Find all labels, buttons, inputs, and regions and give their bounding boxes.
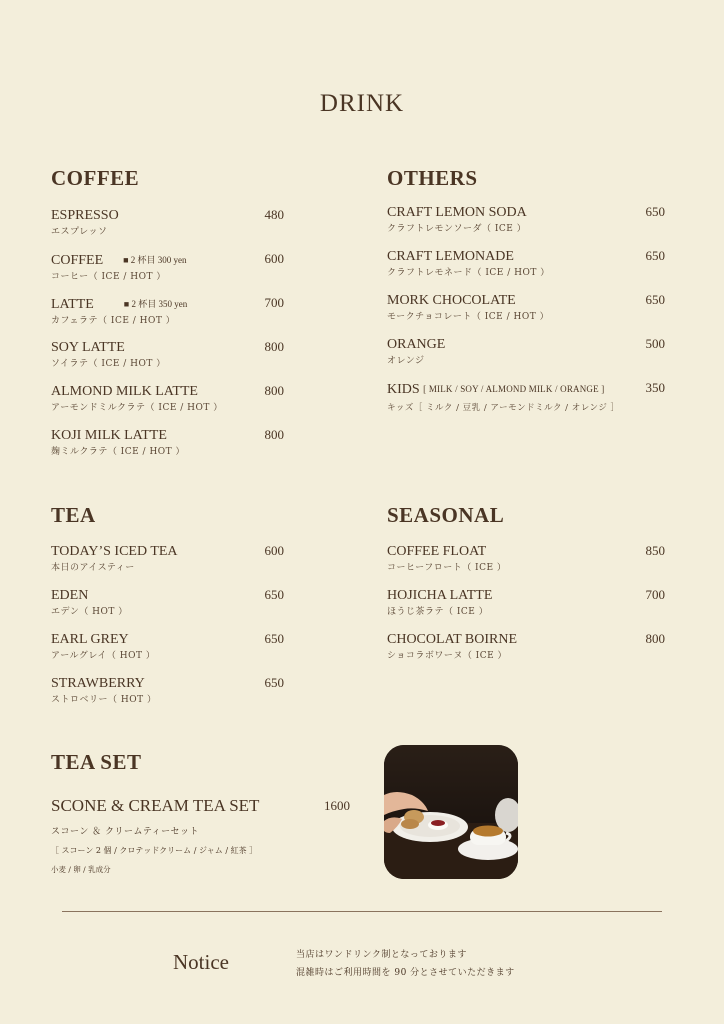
item-price: 600 [264,251,284,266]
refill-note: ■ 2 杯目 350 yen [123,299,188,309]
item-name: STRAWBERRY [51,676,145,691]
item-sub: 麹ミルクラテ（ ICE / HOT ） [51,447,186,457]
item-name: CRAFT LEMON SODA [387,205,527,220]
menu-item [387,336,665,380]
teaset-item [51,796,351,875]
item-name: TODAY’S ICED TEA [51,544,178,559]
section-title: OTHERS [387,166,478,190]
item-price: 800 [264,427,284,442]
item-sub: コーヒー（ ICE / HOT ） [51,272,166,282]
item-sub: エスプレッソ [51,227,108,237]
item-name: CRAFT LEMONADE [387,249,514,264]
menu-item [51,587,284,631]
menu-item [51,207,284,251]
item-name: SOY LATTE [51,340,125,355]
notice-line: 混雑時はご利用時間を 90 分とさせていただきます [296,968,515,978]
item-price: 850 [645,543,665,558]
item-name: HOJICHA LATTE [387,588,493,603]
item-sub: ショコラボワーヌ（ ICE ） [387,651,508,661]
item-sub: ほうじ茶ラテ（ ICE ） [387,607,489,617]
item-price: 800 [264,383,284,398]
item-price: 500 [645,336,665,351]
item-sub: モークチョコレート（ ICE / HOT ） [387,312,550,322]
item-name: LATTE [51,297,94,312]
kids-options: [ MILK / SOY / ALMOND MILK / ORANGE ] [423,384,605,394]
item-name: EARL GREY [51,632,129,647]
item-price: 650 [645,248,665,263]
menu-item [51,339,284,383]
item-name: CHOCOLAT BOIRNE [387,632,518,647]
menu-item [51,251,284,295]
item-sub: エデン（ HOT ） [51,607,128,617]
item-price: 1600 [324,798,350,813]
item-name: KOJI MILK LATTE [51,428,167,443]
item-sub: キッズ［ ミルク / 豆乳 / アーモンドミルク / オレンジ ］ [387,403,620,413]
item-name: MORK CHOCOLATE [387,293,516,308]
item-sub: カフェラテ（ ICE / HOT ） [51,316,176,326]
item-price: 650 [264,631,284,646]
item-price: 350 [645,380,665,395]
item-sub: コーヒーフロート（ ICE ） [387,563,507,573]
item-name: SCONE & CREAM TEA SET [51,796,260,815]
notice-line: 当店はワンドリンク制となっております [296,950,467,960]
menu-item [387,543,665,587]
item-sub: 本日のアイスティー [51,563,135,573]
item-name: COFFEE FLOAT [387,544,487,559]
item-name: COFFEE [51,253,104,268]
item-sub: アールグレイ（ HOT ） [51,651,156,661]
menu-item [387,292,665,336]
item-sub: アーモンドミルクラテ（ ICE / HOT ） [51,403,223,413]
tea-section [51,503,284,719]
scone-tea-illustration [384,745,518,879]
item-price: 800 [645,631,665,646]
menu-item [387,587,665,631]
item-name: ORANGE [387,337,446,352]
item-sub: クラフトレモンソーダ（ ICE ） [387,224,527,234]
item-price: 600 [264,543,284,558]
item-name: ESPRESSO [51,208,119,223]
item-sub: オレンジ [387,356,425,366]
item-name: KIDS [387,382,420,397]
item-name-row [51,251,284,270]
item-name-row [51,295,284,314]
item-name: ALMOND MILK LATTE [51,384,198,399]
menu-item [51,631,284,675]
others-list [387,204,665,424]
menu-item-kids [387,380,665,424]
refill-note: ■ 2 杯目 300 yen [123,255,187,265]
item-price: 650 [645,204,665,219]
teaset-section [51,750,351,875]
menu-item [51,383,284,427]
divider [62,911,662,912]
item-name: EDEN [51,588,89,603]
item-price: 650 [264,675,284,690]
item-price: 650 [645,292,665,307]
others-section [387,166,665,424]
menu-item [51,543,284,587]
menu-item [51,427,284,471]
item-sub: スコーン ＆ クリームティーセット [51,827,199,837]
coffee-list [51,207,284,471]
seasonal-section [387,503,665,675]
item-price: 700 [645,587,665,602]
item-price: 480 [264,207,284,222]
menu-item [387,204,665,248]
item-price: 700 [264,295,284,310]
item-detail: ［ スコーン 2 個 / クロテッドクリーム / ジャム / 紅茶 ］ [51,846,258,855]
section-title: COFFEE [51,166,140,190]
menu-title: DRINK [319,90,405,117]
seasonal-list [387,543,665,675]
section-title: TEA SET [51,750,142,774]
tea-list [51,543,284,719]
notice-label: Notice [173,950,229,974]
item-sub: クラフトレモネード（ ICE / HOT ） [387,268,550,278]
item-sub: ソイラテ（ ICE / HOT ） [51,359,166,369]
allergy-info: 小麦 / 卵 / 乳成分 [51,865,111,874]
item-sub: ストロベリー（ HOT ） [51,695,157,705]
section-title: SEASONAL [387,503,505,527]
item-name-row [387,380,665,399]
menu-item [51,675,284,719]
scone-tea-photo [384,745,518,879]
notice-text [296,946,515,982]
menu-item [387,631,665,675]
menu-item [51,295,284,339]
item-price: 800 [264,339,284,354]
section-title: TEA [51,503,96,527]
item-price: 650 [264,587,284,602]
coffee-section [51,166,284,471]
menu-item [387,248,665,292]
